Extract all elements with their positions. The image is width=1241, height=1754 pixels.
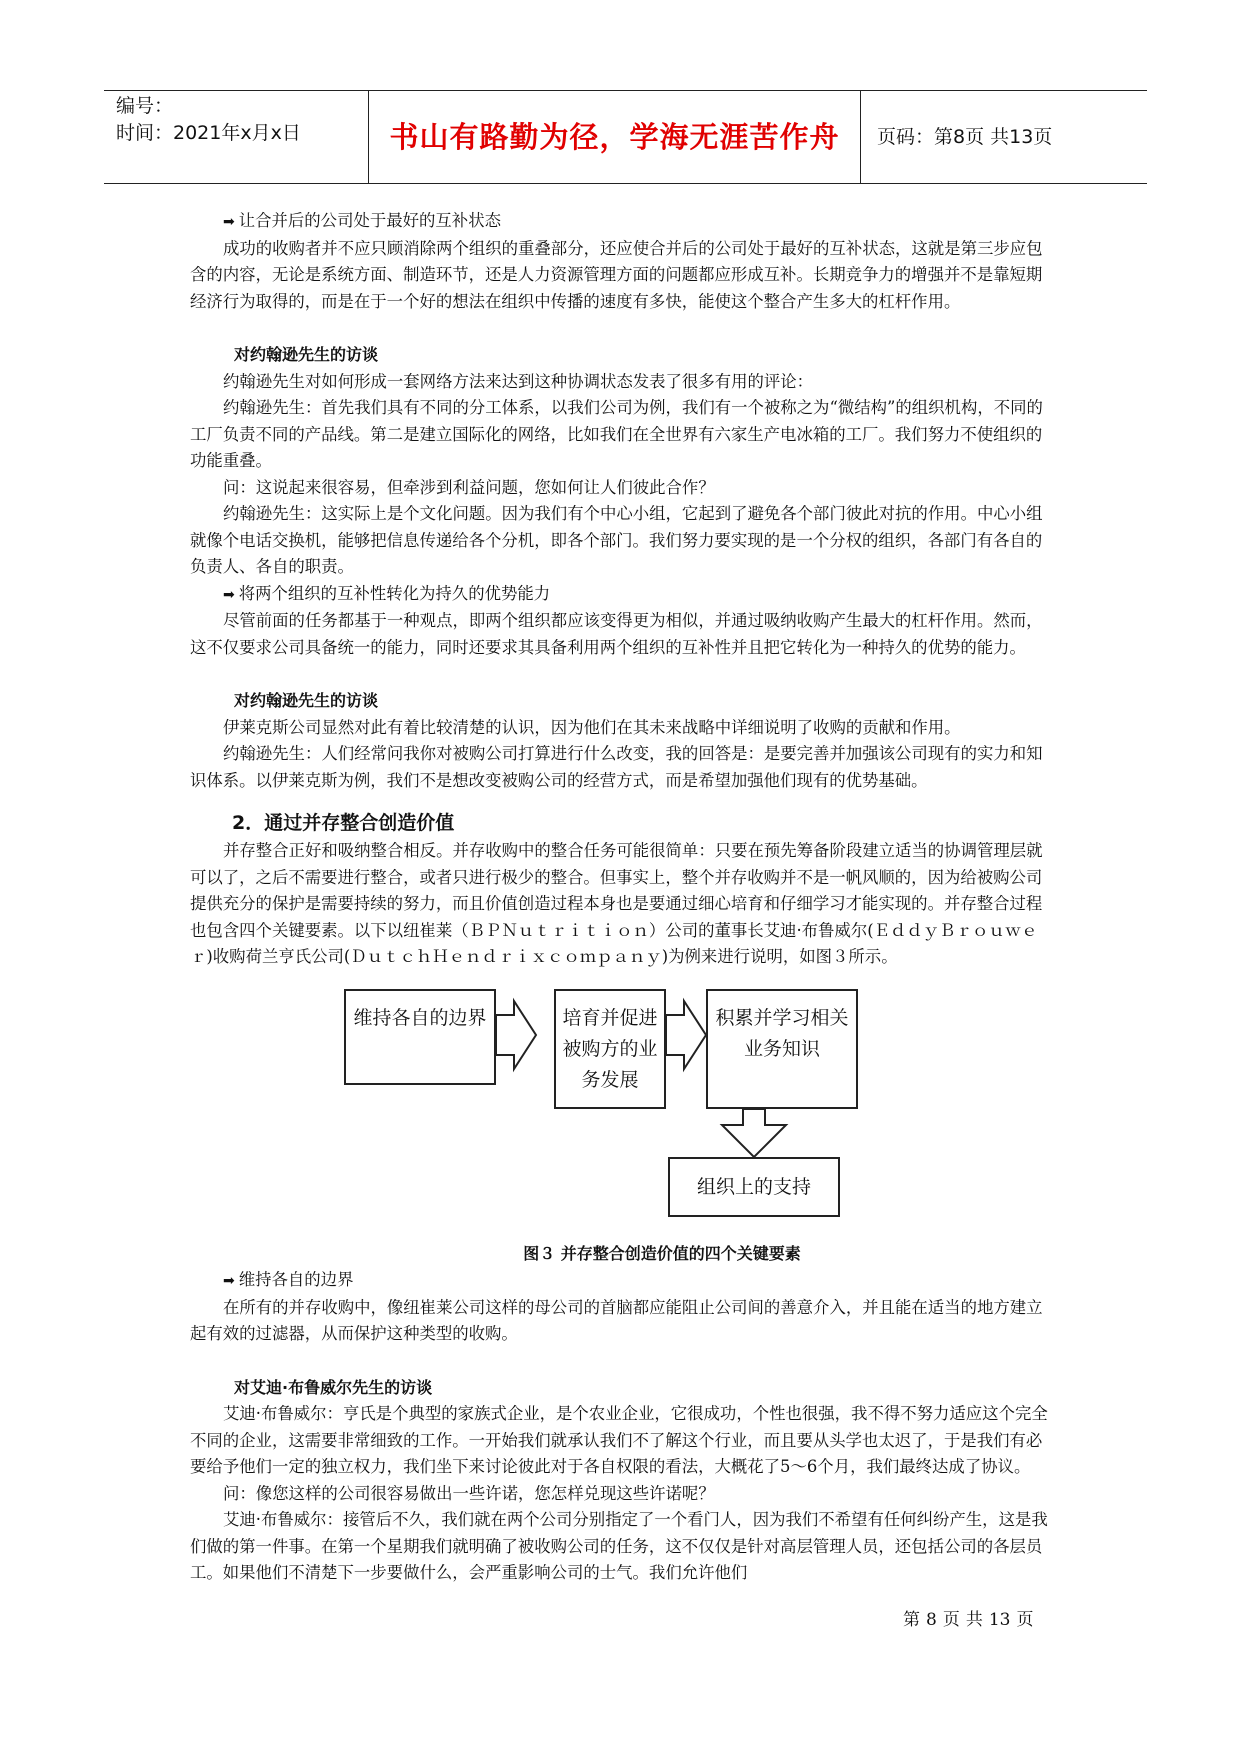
- subheading: 对约翰逊先生的访谈: [234, 691, 379, 710]
- paragraph: 约翰逊先生：这实际上是个文化问题。因为我们有个中心小组，它起到了避免各个部门彼此对抗的作用。中心小组就像个电话交换机，能够把信息传递给各个分机，即各个部门。我们努力要实现的是一个分权的组织，各部门有各自的负责人、各自的职责。: [190, 504, 1043, 576]
- footer-current-page: 8: [926, 1610, 937, 1630]
- figure-caption: 图３ 并存整合创造价值的四个关键要素: [523, 1243, 801, 1263]
- paragraph: 约翰逊先生：人们经常问我你对被购公司打算进行什么改变，我的回答是：是要完善并加强该公司现有的实力和知识体系。以伊莱克斯为例，我们不是想改变被购公司的经营方式，而是希望加强他们现有的优势基础。: [190, 744, 1043, 790]
- paragraph: 在所有的并存收购中，像纽崔莱公司这样的母公司的首脑都应能阻止公司间的善意介入，并且能在适当的地方建立起有效的过滤器，从而保护这种类型的收购。: [190, 1297, 1043, 1343]
- footer-di: 第: [903, 1610, 920, 1630]
- subheading: 对约翰逊先生的访谈: [234, 345, 379, 364]
- diagram-box-learn: 积累并学习相关业务知识: [706, 989, 858, 1109]
- time-label: 时间：2021年x月x日: [116, 122, 301, 144]
- header-motto: 书山有路勤为径，学海无涯苦作舟: [369, 91, 861, 183]
- paragraph: 成功的收购者并不应只顾消除两个组织的重叠部分，还应使合并后的公司处于最好的互补状态，这就是第三步应包含的内容，无论是系统方面、制造环节，还是人力资源管理方面的问题都应形成互补。长期竞争力的增强并不是靠短期经济行为取得的，而是在于一个好的想法在组织中传播的速度有多快，能使这个整合产生多大的杠杆作用。: [190, 238, 1043, 311]
- document-body: [190, 208, 1054, 1587]
- footer-page-word: 页: [942, 1610, 960, 1630]
- page-header: [104, 90, 1147, 184]
- paragraph: 并存整合正好和吸纳整合相反。并存收购中的整合任务可能很简单：只要在预先筹备阶段建立适当的协调管理层就可以了，之后不需要进行整合，或者只进行极少的整合。但事实上，整个并存收购并不是一帆风顺的，因为给被购公司提供充分的保护是需要持续的努力，而且价值创造过程本身也是要通过细心培育和仔细学习才能实现的。并存整合过程也包含四个关键要素。以下以纽崔莱（ＢＰＮｕｔｒｉｔｉｏｎ）公司的董事长艾迪·布鲁威尔(ＥｄｄｙＢｒｏｕｗｅｒ)收购荷兰亨氏公司(ＤｕｔｃｈＨｅｎｄｒｉｘｃｏｍｐａｎｙ)为例来进行说明，如图３所示。: [190, 841, 1043, 966]
- diagram-box-support: 组织上的支持: [668, 1157, 840, 1217]
- paragraph: 约翰逊先生：首先我们具有不同的分工体系，以我们公司为例，我们有一个被称之为“微结构”的组织机构，不同的工厂负责不同的产品线。第二是建立国际化的网络，比如我们在全世界有六家生产电冰箱的工厂。我们努力不使组织的功能重叠。: [190, 398, 1043, 470]
- paragraph: 艾迪·布鲁威尔：亨氏是个典型的家族式企业，是个农业企业，它很成功，个性也很强，我不得不努力适应这个完全不同的企业，这需要非常细致的工作。一开始我们就承认我们不了解这个行业，而且要从头学也太迟了，于是我们有必要给予他们一定的独立权力，我们坐下来讨论彼此对于各自权限的看法，大概花了5～6个月，我们最终达成了协议。: [190, 1404, 1048, 1476]
- paragraph: 问：这说起来很容易，但牵涉到利益问题，您如何让人们彼此合作？: [223, 477, 715, 497]
- subheading: 对艾迪·布鲁威尔先生的访谈: [234, 1377, 433, 1397]
- flow-diagram: [190, 975, 1054, 1237]
- footer-total-pages: 13: [988, 1610, 1011, 1630]
- bullet-item: [190, 1267, 1054, 1295]
- bullet-item: [190, 581, 1054, 609]
- footer-page-word: 页: [1016, 1610, 1034, 1630]
- footer-gong: 共: [965, 1610, 983, 1630]
- arrow-bullet-icon: ➡: [223, 586, 235, 603]
- header-meta: [104, 91, 369, 183]
- arrow-right-2: [666, 1001, 706, 1069]
- bullet-text: 让合并后的公司处于最好的互补状态: [238, 211, 501, 230]
- paragraph: 伊莱克斯公司显然对此有着比较清楚的认识，因为他们在其未来战略中详细说明了收购的贡献和作用。: [223, 717, 961, 737]
- arrow-bullet-icon: ➡: [223, 214, 235, 230]
- diagram-box-develop: 培育并促进被购方的业务发展: [554, 989, 666, 1109]
- paragraph: 尽管前面的任务都基于一种观点，即两个组织都应该变得更为相似，并通过吸纳收购产生最大的杠杆作用。然而，这不仅要求公司具备统一的能力，同时还要求其具备利用两个组织的互补性并且把它转化为一种持久的优势的能力。: [190, 611, 1043, 657]
- bullet-item: [190, 208, 1054, 236]
- paragraph: 艾迪·布鲁威尔：接管后不久，我们就在两个公司分别指定了一个看门人，因为我们不希望有任何纠纷产生，这是我们做的第一件事。在第一个星期我们就明确了被收购公司的任务，这不仅仅是针对高层管理人员，还包括公司的各层员工。如果他们不清楚下一步要做什么，会严重影响公司的士气。我们允许他们: [190, 1510, 1048, 1582]
- serial-label: 编号：: [116, 95, 174, 117]
- paragraph: 约翰逊先生对如何形成一套网络方法来达到这种协调状态发表了很多有用的评论：: [223, 371, 814, 391]
- bullet-text: 将两个组织的互补性转化为持久的优势能力: [238, 583, 551, 603]
- header-page-info: 页码：第8页 共13页: [877, 126, 1053, 148]
- bullet-text: 维持各自的边界: [238, 1270, 354, 1289]
- arrow-right-1: [496, 1001, 536, 1069]
- paragraph: 问：像您这样的公司很容易做出一些许诺，您怎样兑现这些许诺呢？: [223, 1483, 715, 1503]
- section-heading: 2．通过并存整合创造价值: [232, 812, 455, 834]
- arrow-bullet-icon: ➡: [223, 1273, 235, 1289]
- arrow-down: [722, 1109, 786, 1157]
- page-footer: [900, 1605, 1036, 1630]
- diagram-box-boundary: 维持各自的边界: [344, 989, 496, 1085]
